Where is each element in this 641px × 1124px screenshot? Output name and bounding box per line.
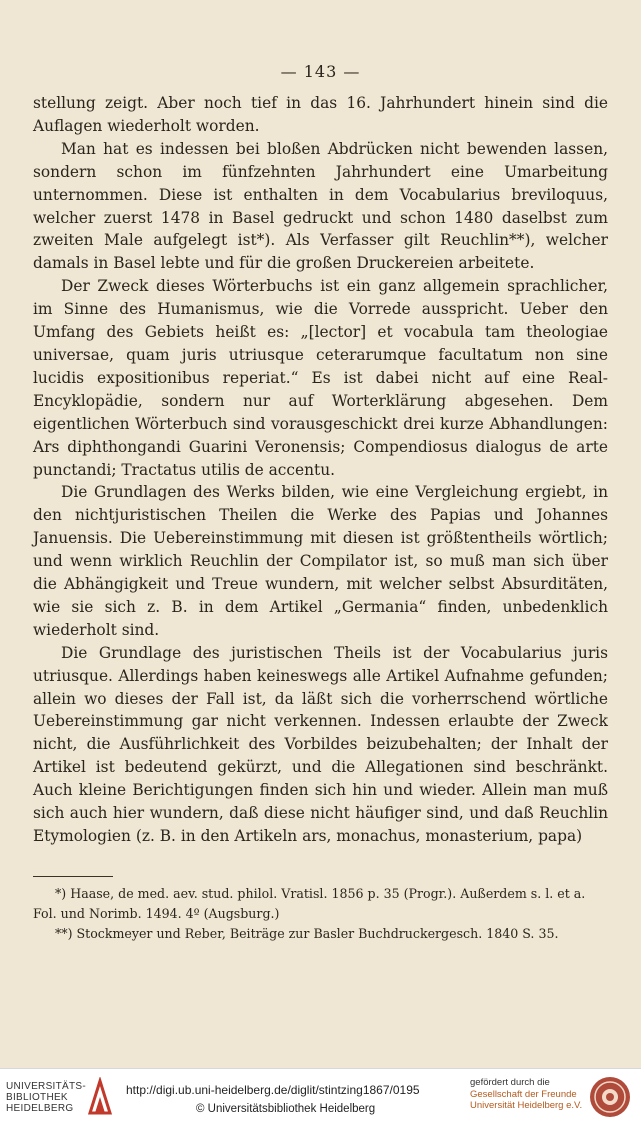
paragraph-5: Die Grundlage des juristischen Theils ist der Vocabularius juris utriusque. Allerdings haben keineswegs alle Artikel Aufnahme gefunden; allein wo dieses der Fall ist, da läßt sich die vorherrschend wörtliche Uebereinstimmung gar nicht verkennen. Indessen erlaubte der Zweck nicht, die Ausführlichkeit des Vorbildes beizubehalten; der Inhalt der Artikel ist bedeutend gekürzt, und die Allegationen sind beschränkt. Auch kleine Berichtigungen finden sich hin und wieder. Allein man muß sich auch hier wundern, daß diese nicht häufiger sind, und daß Reuchlin Etymologien (z. B. in den Artikeln ars, monachus, monasterium, papa) (33, 643, 608, 845)
paragraph-1: stellung zeigt. Aber noch tief in das 16. Jahrhundert hinein sind die Auflagen wiederholt worden. (33, 94, 608, 135)
sponsor-name-line-1: Gesellschaft der Freunde (470, 1088, 577, 1100)
footnote-divider (33, 876, 113, 877)
body-text (33, 92, 608, 848)
sponsor-name-line-2: Universität Heidelberg e.V. (470, 1100, 583, 1111)
permalink-link[interactable]: http://digi.ub.uni-heidelberg.de/diglit/stintzing1867/0195 (126, 1083, 420, 1097)
page-number: — 143 — (280, 62, 361, 81)
paragraph-3: Der Zweck dieses Wörterbuchs ist ein ganz allgemein sprachlicher, im Sinne des Humanismus, wie die Vorrede ausspricht. Ueber den Umfang des Gebiets heißt es: „[lector] et vocabula tam theologiae universae, quam juris utriusque ceterarumque facultatum non sine lucidis expositionibus reperiat.“ Es ist dabei nicht auf eine Real-Encyklopädie, sondern nur auf Worterklärung abgesehen. Dem eigentlichen Wörterbuch sind vorausgeschickt drei kurze Abhandlungen: Ars diphthongandi Guarini Veronensis; Compendiosus dialogus de arte punctandi; Tractatus utilis de accentu. (33, 277, 608, 479)
library-logo-icon (86, 1077, 114, 1117)
paragraph-2: Man hat es indessen bei bloßen Abdrücken nicht bewenden lassen, sondern schon im fünfzehnten Jahrhundert eine Umarbeitung unternommen. Diese ist enthalten in dem Vocabularius breviloquus, welcher zuerst 1478 in Basel gedruckt und schon 1480 daselbst zum zweiten Male aufgelegt ist*). Als Verfasser gilt Reuchlin**), welcher damals in Basel lebte und für die großen Druckereien arbeitete. (33, 139, 608, 273)
sponsor-label: gefördert durch die (470, 1077, 550, 1088)
university-seal-icon (588, 1075, 632, 1119)
footnote-2: **) Stockmeyer und Reber, Beiträge zur Basler Buchdruckergesch. 1840 S. 35. (55, 926, 559, 941)
paragraph-4: Die Grundlagen des Werks bilden, wie eine Vergleichung ergiebt, in den nichtjuristischen Theilen die Werke des Papias und Johannes Januensis. Die Uebereinstimmung mit diesen ist größtentheils wörtlich; und wenn wirklich Reuchlin der Compilator ist, so muß man sich über die Abhängigkeit und Treue wundern, mit welcher selbst Absurditäten, wie sie sich z. B. in dem Artikel „Germania“ finden, unbedenklich wiederholt sind. (33, 483, 608, 639)
footnote-1: *) Haase, de med. aev. stud. philol. Vratisl. 1856 p. 35 (Progr.). Außerdem s. l. et a. Fol. und Norimb. 1494. 4º (Augsburg.) (33, 886, 586, 921)
sponsor-block (470, 1077, 582, 1112)
footnotes (33, 884, 608, 944)
viewer-footer (0, 1068, 641, 1124)
library-name: UNIVERSITÄTS- BIBLIOTHEK HEIDELBERG (6, 1081, 87, 1114)
copyright-notice: © Universitätsbibliothek Heidelberg (196, 1103, 376, 1115)
